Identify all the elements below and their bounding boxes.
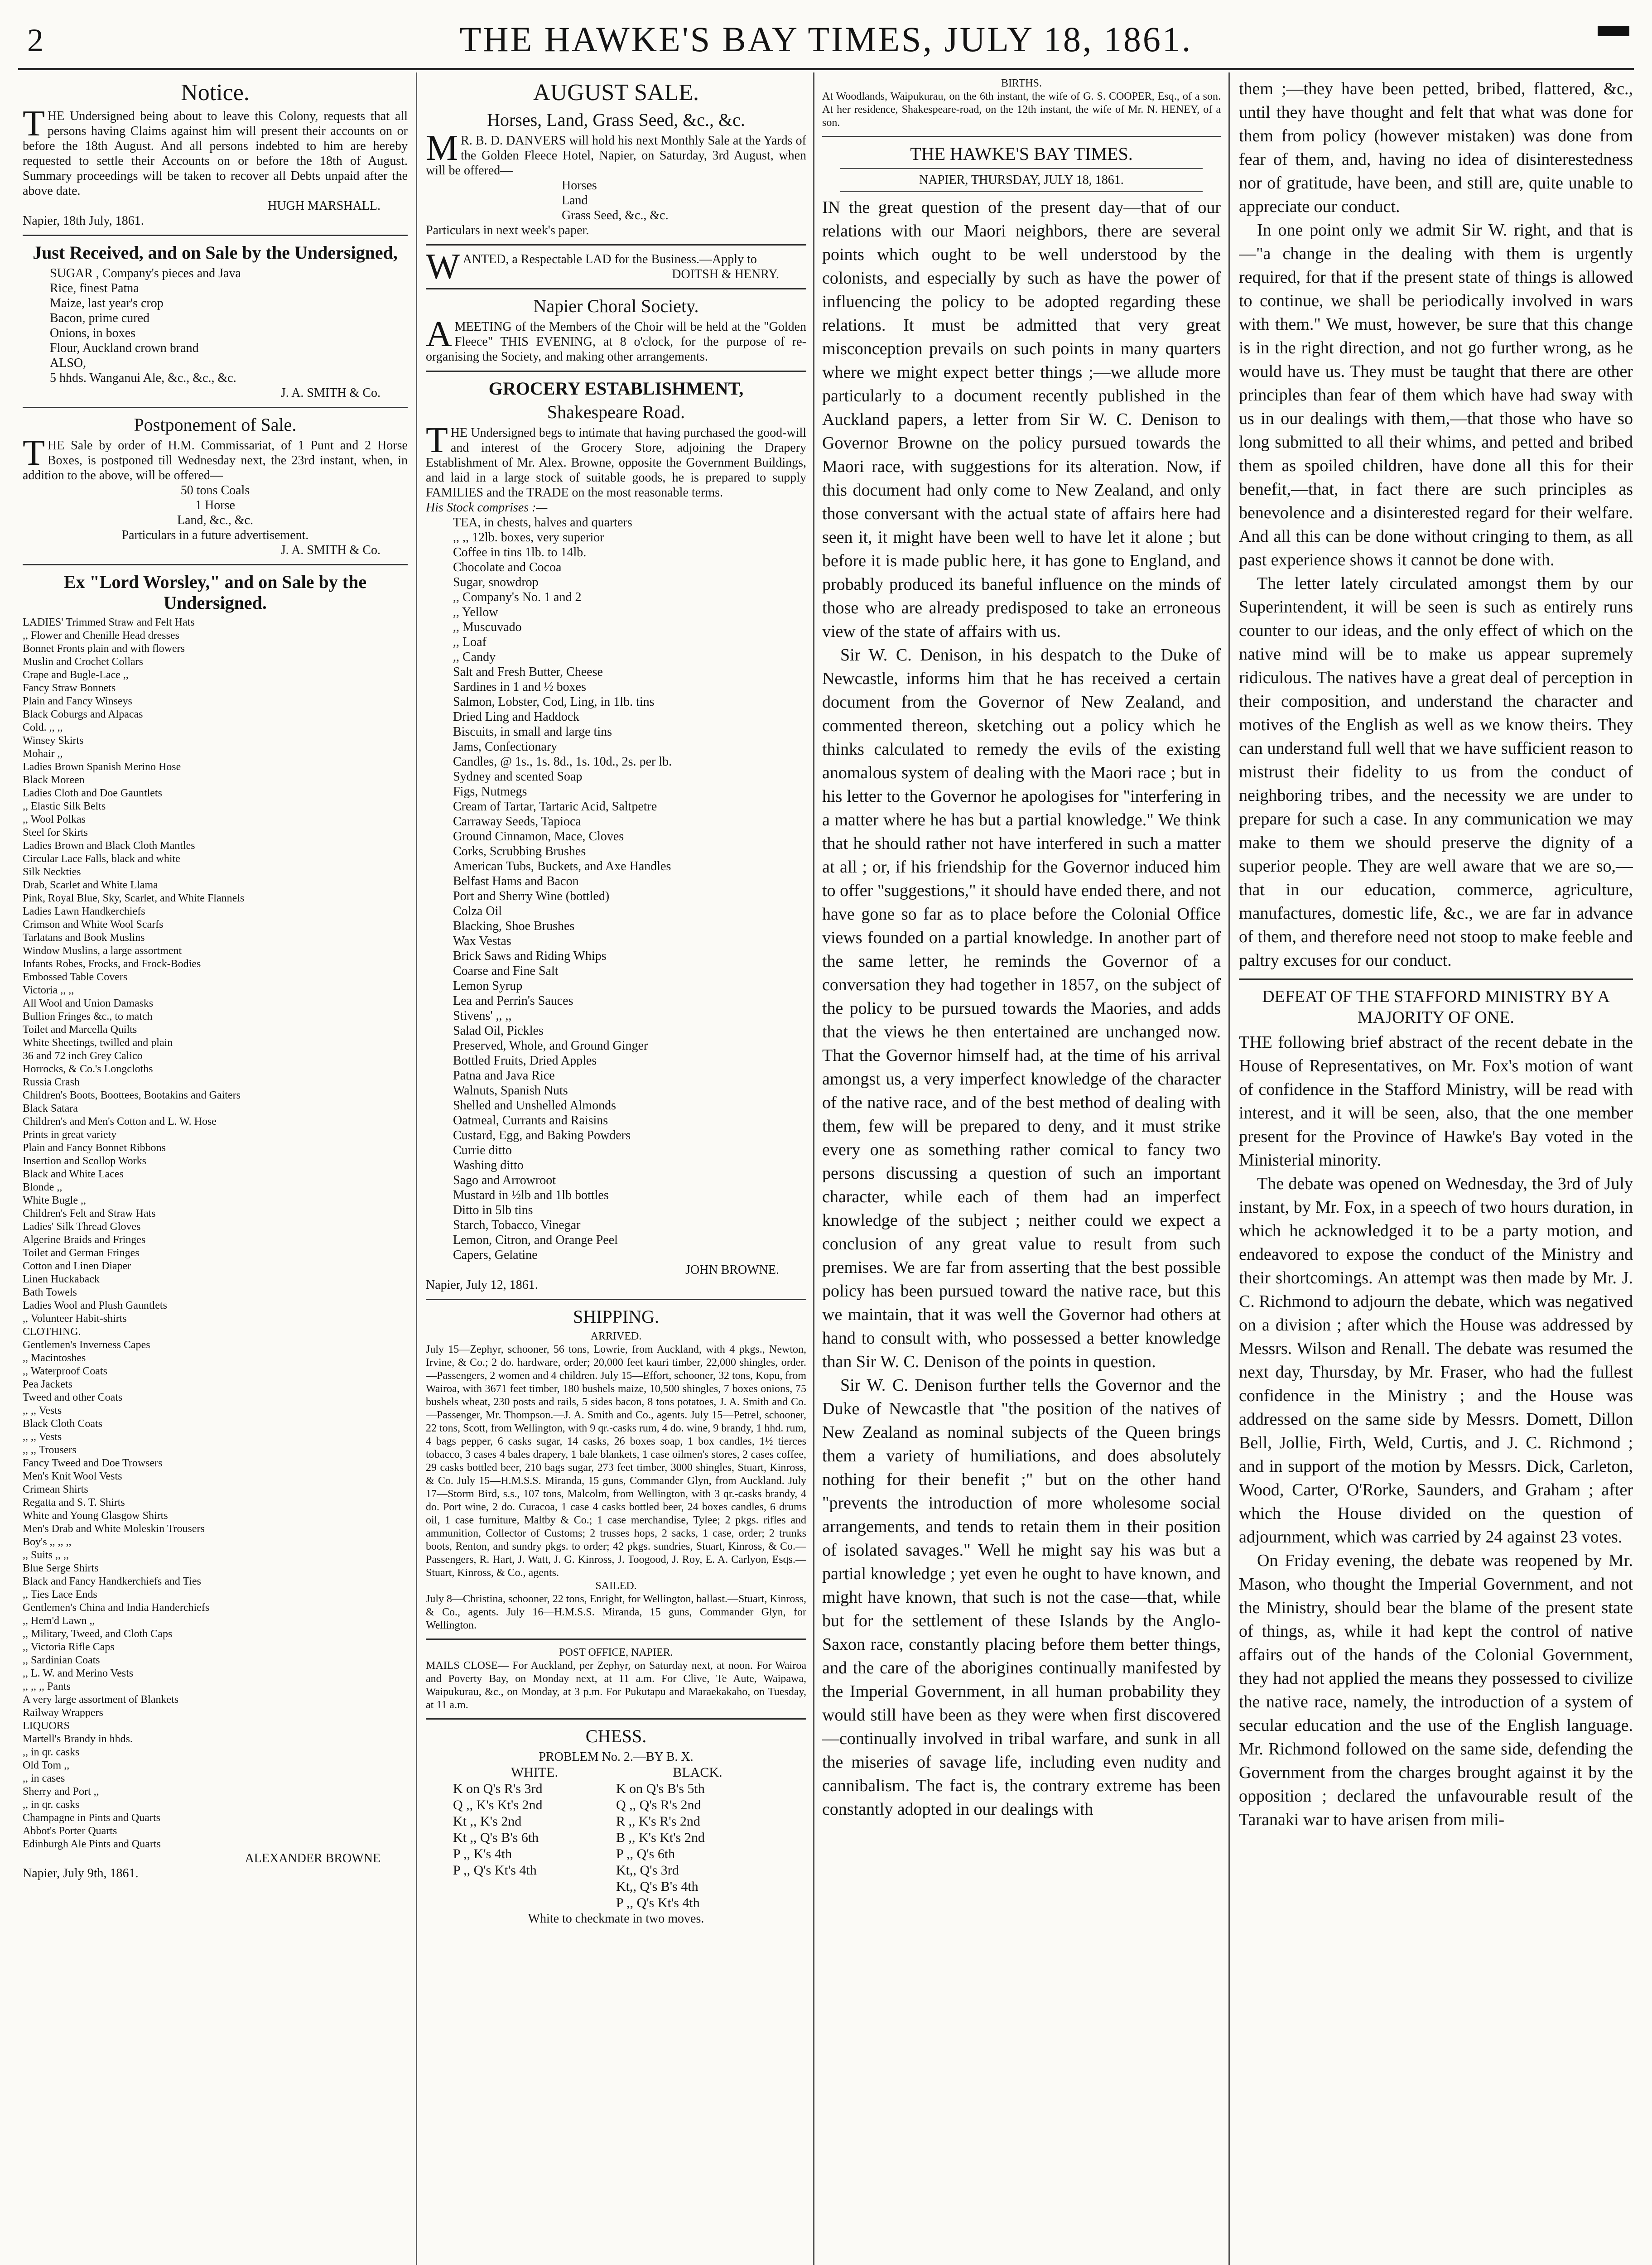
article-paragraph: In one point only we admit Sir W. right, and that is—"a change in the dealing with them is urgently required, for that if the present state of things is allowed to continue, we shall be periodically involved in wars with them." We must, however, be sure that this change is in the right direction, and not go further wrong, as he would have us. They must be taught that there are other principles than fear of them which have had sway with us in our dealings with them,—that those who have so long submitted to all their whims, and petted and bribed them as spoiled children, have done all this for their benefit,—that, in fact there are such principles as benevolence and a disinterested regard for their welfare. And all this can be done without cringing to them, as all past experience shows it cannot be done with. — [1239, 221, 1633, 569]
august-sale-text: MR. B. D. DANVERS will hold his next Monthly Sale at the Yards of the Golden Fleece Hotel, Napier, on Saturday, 3rd August, when will be offered— — [426, 128, 806, 178]
list-item: Ladies Wool and Plush Gauntlets — [23, 1300, 167, 1311]
just-received-heading: Just Received, and on Sale by the Undersigned, — [33, 242, 398, 263]
list-item: Sydney and scented Soap — [453, 770, 583, 784]
list-item: Circular Lace Falls, black and white — [23, 853, 180, 865]
divider — [822, 136, 1221, 137]
list-item: A very large assortment of Blankets — [23, 1694, 179, 1706]
list-item: Drab, Scarlet and White Llama — [23, 879, 158, 891]
list-item: Biscuits, in small and large tins — [453, 725, 612, 739]
list-item: Salmon, Lobster, Cod, Ling, in 1lb. tins — [453, 695, 655, 709]
list-item: Ladies Lawn Handkerchiefs — [23, 906, 145, 917]
list-item: SUGAR , Company's pieces and Java — [50, 266, 241, 280]
list-item: Russia Crash — [23, 1076, 80, 1088]
list-item: Sugar, snowdrop — [453, 575, 539, 589]
article-paragraph: them ;—they have been petted, bribed, flattered, &c., until they have thought and felt that what was done for them from policy (however mistaken) was done from fear of them, and, having no idea of disinterestedness nor of gratitude, have been, and still are, quite unable to appreciate our conduct. — [1239, 79, 1633, 216]
list-item: Gentlemen's Inverness Capes — [23, 1339, 150, 1351]
list-item: Black and Fancy Handkerchiefs and Ties — [23, 1576, 201, 1587]
list-item: Old Tom ,, — [23, 1759, 70, 1771]
chess-board-list — [426, 1764, 806, 1911]
postponement-text: THE Sale by order of H.M. Commissariat, of 1 Punt and 2 Horse Boxes, is postponed till Wednesday next, the 23rd instant, when, in addition to the above, will be offered— — [23, 433, 408, 482]
list-item: Men's Drab and White Moleskin Trousers — [23, 1523, 205, 1535]
list-item: Champagne in Pints and Quarts — [23, 1812, 160, 1824]
august-sale-list — [426, 178, 806, 223]
list-item: Belfast Hams and Bacon — [453, 874, 579, 888]
list-item: Fancy Tweed and Doe Trowsers — [23, 1457, 163, 1469]
article-paragraph: Sir W. C. Denison further tells the Governor and the Duke of Newcastle that "the position of the natives of New Zealand as nominal subjects of the Queen brings them a variety of humiliations, and does absolutely nothing for their benefit ;" but on the other hand "prevents the introduction of more wholesome social arrangements, and tends to retain them in their position of isolated savages." Well he might say his was but a partial knowledge ; yet even he ought to have known, and might have known, that such is not the case—that, while but for the settlement of these Islands by the Anglo-Saxon race, constantly placing before them better things, and the care of the aborigines continually manifested by the Imperial Government, in all human probability they would still have been as they were when first discovered—continually involved in tribal warfare, and sunk in all the miseries of savage life, including even nudity and cannibalism. The fact is, the contrary extreme has been constantly adopted in our dealings with — [822, 1376, 1221, 1819]
list-item: Steel for Skirts — [23, 827, 88, 839]
article-paragraph: Sir W. C. Denison, in his despatch to the Duke of Newcastle, informs him that he has received a certain document from the Governor of New Zealand, and commented thereon, sketching out a policy which he thinks calculated to remedy the evils of the existing anomalous system of dealing with the Maori race ; but in his letter to the Governor he apologises for "interfering in a matter where he has but a partial knowledge." We think that he should rather not have interfered in such a matter at all ; or, if his friendship for the Governor induced him to offer "suggestions," it should have ended there, and not have gone so far as to place before the Colonial Office views founded on a partial knowledge. In another part of the same letter, he reminds the Governor of a conversation they had together in 1857, on the subject of the policy to be pursued towards the Maories, and adds that the views he then entertained are unchanged now. That the Governor himself had, at the time of his arrival amongst us, a very imperfect knowledge of the character of the native race, and of the best method of dealing with them, few will be prepared to deny, and it must strike every one as something rather comical to fancy two persons discussing a question of such an important character, while each of them had an imperfect knowledge of the subject ; neither could we expect a conclusion of any great value to result from such premises. We are far from asserting that the best possible policy has been pursued toward the native race, but this we maintain, that it was well the Governor had others at hand to consult with, who possessed a better knowledge than Sir W. C. Denison of the points in question. — [822, 646, 1221, 1371]
defeat-article — [1239, 1031, 1633, 1831]
list-item: Bath Towels — [23, 1287, 77, 1298]
list-item: ,, Company's No. 1 and 2 — [453, 590, 582, 604]
list-item: Black Cloth Coats — [23, 1418, 102, 1430]
grocery-signature: JOHN BROWNE. — [685, 1263, 779, 1277]
list-item: Crimean Shirts — [23, 1484, 88, 1495]
list-item: Prints in great variety — [23, 1129, 117, 1141]
list-item: 50 tons Coals — [180, 483, 250, 497]
list-item: ,, Victoria Rifle Caps — [23, 1641, 115, 1653]
list-item: K on Q's R's 3rd — [453, 1781, 543, 1796]
list-item: Chocolate and Cocoa — [453, 560, 562, 574]
list-item: Land, &c., &c. — [177, 513, 253, 527]
editorial-body — [822, 196, 1221, 1821]
list-item: ,, in qr. casks — [23, 1746, 80, 1758]
list-item: Embossed Table Covers — [23, 971, 128, 983]
post-office-text: MAILS CLOSE— For Auckland, per Zephyr, on Saturday next, at noon. For Wairoa and Poverty Bay, on Monday next, at 11 a.m. For Clive, Te Aute, Waipawa, Waipukurau, &c., on Monday, at 3 p.m. For Pukutapu and Maraekakaho, on Tuesday, at 11 a.m. — [426, 1660, 806, 1711]
paper-title: THE HAWKE'S BAY TIMES. — [910, 144, 1133, 164]
list-item: Children's Felt and Straw Hats — [23, 1208, 156, 1219]
list-item: Kt,, Q's 3rd — [616, 1863, 679, 1878]
column-1 — [23, 77, 408, 1881]
list-item: ,, in qr. casks — [23, 1799, 80, 1811]
chess-white-pieces — [453, 1781, 616, 1879]
list-item: TEA, in chests, halves and quarters — [453, 516, 632, 530]
list-item: Black Satara — [23, 1103, 78, 1114]
divider — [23, 235, 408, 236]
chess-black-pieces — [616, 1781, 779, 1911]
list-item: LADIES' Trimmed Straw and Felt Hats — [23, 617, 195, 628]
list-item: ,, Elastic Silk Belts — [23, 800, 106, 812]
chess-black-label: BLACK. — [673, 1765, 722, 1780]
list-item: Mohair ,, — [23, 748, 63, 760]
page-number: 2 — [27, 22, 43, 58]
divider — [426, 244, 806, 246]
list-item: ,, Flower and Chenille Head dresses — [23, 630, 179, 641]
list-item: ,, Sardinian Coats — [23, 1654, 100, 1666]
list-item: Silk Neckties — [23, 866, 81, 878]
grocery-subheading: Shakespeare Road. — [547, 402, 685, 422]
list-item: ,, in cases — [23, 1773, 65, 1784]
divider — [840, 168, 1203, 169]
divider — [426, 1718, 806, 1720]
postponement-note: Particulars in a future advertisement. — [121, 528, 309, 542]
list-item: Coarse and Fine Salt — [453, 964, 559, 978]
list-item: Colza Oil — [453, 904, 502, 918]
list-item: Sherry and Port ,, — [23, 1786, 99, 1798]
list-item: Linen Huckaback — [23, 1273, 100, 1285]
just-received-signature: J. A. SMITH & Co. — [280, 386, 380, 400]
list-item: Ladies Brown Spanish Merino Hose — [23, 761, 181, 773]
list-item: Boy's ,, ,, ,, — [23, 1536, 72, 1548]
lord-worsley-list — [23, 616, 408, 1851]
list-item: Tarlatans and Book Muslins — [23, 932, 145, 944]
column-rule — [416, 72, 417, 2265]
list-item: Algerine Braids and Fringes — [23, 1234, 146, 1246]
list-item: Edinburgh Ale Pints and Quarts — [23, 1838, 161, 1850]
list-item: Gentlemen's China and India Handerchiefs — [23, 1602, 210, 1614]
births-heading: BIRTHS. — [1001, 77, 1042, 89]
list-item: Lemon Syrup — [453, 979, 523, 993]
list-item: ,, Ties Lace Ends — [23, 1589, 97, 1600]
divider — [840, 191, 1203, 192]
list-item: LIQUORS — [23, 1720, 70, 1732]
list-item: Salad Oil, Pickles — [453, 1024, 544, 1038]
article-paragraph: THE following brief abstract of the recent debate in the House of Representatives, on Mr. Fox's motion of want of confidence in the Stafford Ministry, will be read with interest, and it will be seen, also, that the one member present for the Province of Hawke's Bay voted in the Ministerial minority. — [1239, 1033, 1633, 1170]
list-item: Kt,, Q's B's 4th — [616, 1879, 698, 1894]
notice-signature: HUGH MARSHALL. — [268, 199, 380, 213]
divider — [426, 371, 806, 372]
divider — [426, 1299, 806, 1300]
postponement-signature: J. A. SMITH & Co. — [280, 543, 380, 557]
list-item: Blue Serge Shirts — [23, 1562, 99, 1574]
lord-worsley-heading: Ex "Lord Worsley," and on Sale by the Undersigned. — [63, 572, 367, 613]
list-item: Men's Knit Wool Vests — [23, 1470, 122, 1482]
list-item: Wax Vestas — [453, 934, 511, 948]
list-item: Lea and Perrin's Sauces — [453, 994, 573, 1008]
list-item: Abbot's Porter Quarts — [23, 1825, 117, 1837]
lord-worsley-signature: ALEXANDER BROWNE — [245, 1851, 380, 1865]
list-item: Shelled and Unshelled Almonds — [453, 1099, 616, 1113]
list-item: American Tubs, Buckets, and Axe Handles — [453, 859, 671, 873]
column-rule — [1228, 72, 1230, 2265]
list-item: White and Young Glasgow Shirts — [23, 1510, 168, 1522]
list-item: Toilet and German Fringes — [23, 1247, 140, 1259]
list-item: ,, ,, 12lb. boxes, very superior — [453, 530, 604, 545]
list-item: Patna and Java Rice — [453, 1069, 555, 1083]
list-item: Insertion and Scollop Works — [23, 1155, 146, 1167]
list-item: ,, ,, Vests — [23, 1405, 62, 1417]
list-item: Children's Boots, Boottees, Bootakins and Gaiters — [23, 1089, 241, 1101]
column-4 — [1239, 77, 1633, 1831]
list-item: Blacking, Shoe Brushes — [453, 919, 575, 933]
list-item: K on Q's B's 5th — [616, 1781, 705, 1796]
newspaper-title: THE HAWKE'S BAY TIMES, JULY 18, 1861. — [459, 19, 1193, 59]
list-item: ,, Muscuvado — [453, 620, 522, 634]
list-item: Grass Seed, &c., &c. — [562, 208, 669, 222]
list-item: P ,, Q's Kt's 4th — [616, 1895, 700, 1910]
list-item: Brick Saws and Riding Whips — [453, 949, 607, 963]
masthead — [18, 14, 1634, 70]
shipping-heading: SHIPPING. — [573, 1306, 660, 1327]
list-item: Sago and Arrowroot — [453, 1173, 556, 1187]
list-item: Cold. ,, ,, — [23, 722, 63, 733]
chess-problem: PROBLEM No. 2.—BY B. X. — [539, 1750, 694, 1764]
list-item: Dried Ling and Haddock — [453, 710, 580, 724]
list-item: Rice, finest Patna — [50, 281, 139, 295]
list-item: Ladies Cloth and Doe Gauntlets — [23, 787, 162, 799]
list-item: Flour, Auckland crown brand — [50, 341, 199, 355]
chess-white-label: WHITE. — [511, 1765, 559, 1780]
dateline: NAPIER, THURSDAY, JULY 18, 1861. — [919, 173, 1124, 187]
list-item: ,, ,, ,, Pants — [23, 1681, 71, 1692]
list-item: Custard, Egg, and Baking Powders — [453, 1128, 631, 1142]
list-item: Mustard in ½lb and 1lb bottles — [453, 1188, 609, 1202]
list-item: Pink, Royal Blue, Sky, Scarlet, and White Flannels — [23, 892, 245, 904]
list-item: ,, Waterproof Coats — [23, 1365, 107, 1377]
list-item: Muslin and Crochet Collars — [23, 656, 143, 668]
post-office-heading: POST OFFICE, NAPIER. — [559, 1647, 673, 1658]
list-item: ,, ,, Trousers — [23, 1444, 77, 1456]
column-rule — [813, 72, 814, 2265]
list-item: R ,, K's R's 2nd — [616, 1814, 700, 1829]
list-item: Jams, Confectionary — [453, 740, 558, 754]
list-item: P ,, K's 4th — [453, 1846, 512, 1861]
list-item: Ditto in 5lb tins — [453, 1203, 533, 1217]
august-sale-heading: AUGUST SALE. — [533, 80, 699, 106]
list-item: ,, Suits ,, ,, — [23, 1549, 69, 1561]
list-item: ,, Loaf — [453, 635, 486, 649]
list-item: Crimson and White Wool Scarfs — [23, 919, 164, 930]
list-item: Preserved, Whole, and Ground Ginger — [453, 1039, 648, 1053]
chess-heading: CHESS. — [585, 1726, 647, 1746]
births-text: At Woodlands, Waipukurau, on the 6th instant, the wife of G. S. COOPER, Esq., of a son. At her residence, Shakespeare-road, on the 12th instant, the wife of Mr. N. HENEY, of a son. — [822, 91, 1221, 129]
choral-text: AMEETING of the Members of the Choir will be held at the "Golden Fleece" THIS EVENING, at 8 o'clock, for the purpose of re-organising the Society, and making other arrangements. — [426, 314, 806, 364]
notice-text: THE Undersigned being about to leave this Colony, requests that all persons having Claims against him will present their accounts on or before the 18th August. And all persons indebted to him are hereby requested to settle their Accounts on or before the 18th of August. Summary proceedings will be taken to recover all Debts unpaid after the above date. — [23, 104, 408, 198]
list-item: Victoria ,, ,, — [23, 984, 74, 996]
list-item: Railway Wrappers — [23, 1707, 103, 1719]
list-item: Horrocks, & Co.'s Longcloths — [23, 1063, 153, 1075]
list-item: P ,, Q's Kt's 4th — [453, 1863, 537, 1878]
list-item: White Bugle ,, — [23, 1195, 86, 1206]
list-item: Capers, Gelatine — [453, 1248, 538, 1262]
list-item: Bullion Fringes &c., to match — [23, 1011, 153, 1022]
list-item: White Sheetings, twilled and plain — [23, 1037, 173, 1049]
list-item: Ladies Brown and Black Cloth Mantles — [23, 840, 195, 852]
article-paragraph: On Friday evening, the debate was reopened by Mr. Mason, who thought the Imperial Government, and not the Ministry, should bear the blame of the present state of things, as, while it had kept the control of native affairs out of the hands of the Colonial Government, they had not applied the means they possessed to civilize the native race, namely, the introduction of a system of secular education and the use of the English language. Mr. Richmond followed on the same side, defending the Government from the charges brought against it by the opposition ; declared the unfavourable result of the Taranaki war to have arisen from mili- — [1239, 1551, 1633, 1829]
list-item: Salt and Fresh Butter, Cheese — [453, 665, 603, 679]
arrived-text: July 15—Zephyr, schooner, 56 tons, Lowrie, from Auckland, with 4 pkgs., Newton, Irvine, & Co.; 2 do. hardware, order; 20,000 feet kauri timber, 22,000 shingles, order.—Passengers, 2 women and 4 children. July 15—Effort, schooner, 32 tons, Kopu, from Wairoa, with 3671 feet timber, 180 bushels maize, 10,500 shingles, 7 boxes onions, 75 bushels wheat, 230 posts and rails, 5 sides bacon, 8 tons potatoes, J. A. Smith and Co.—Passenger, Mr. Thompson.—J. A. Smith and Co., agents. July 15—Petrel, schooner, 22 tons, Scott, from Wellington, with 9 qr.-casks rum, 4 do. wine, 9 brandy, 1 hhd. rum, 4 bags pepper, 6 casks sugar, 14 casks, 26 boxes soap, 1 box candles, 1½ tierces tobacco, 3 cases 4 bales drapery, 1 bale blankets, 1 case oilmen's stores, 2 cases coffee, 29 casks bottled beer, 210 bags sugar, 273 feet timber, 3000 shingles, Stuart, Kinross, & Co. July 15—H.M.S.S. Miranda, 15 guns, Commander Glyn, from Auckland. July 17—Storm Bird, s.s., 107 tons, Malcolm, from Wellington, with 3 qr.-casks brandy, 4 do. Port wine, 2 do. Curacoa, 1 case 4 casks bottled beer, 24 boxes candles, 6 drums oil, 1 case furniture, Maltby & Co.; 1 case merchandise, Tylee; 2 pkgs. rifles and ammunition, Collector of Customs; 2 trusses hops, 2 sacks, 1 case, order; 2 trunks boots, Renton, and sundry pkgs. to order; 42 pkgs. sundries, Stuart, Kinross, & Co.—Passengers, R. Hart, J. Watt, J. G. Kinross, J. Toogood, J. Roy, E. A. Carlyon, Esqs.—Stuart, Kinross, & Co., agents. — [426, 1344, 806, 1579]
list-item: Bacon, prime cured — [50, 311, 150, 325]
sailed-text: July 8—Christina, schooner, 22 tons, Enright, for Wellington, ballast.—Stuart, Kinross, & Co., agents. July 16—H.M.S.S. Miranda, 15 guns, Commander Glyn, for Wellington. — [426, 1593, 806, 1631]
list-item: ,, ,, Vests — [23, 1431, 62, 1443]
divider — [23, 407, 408, 408]
list-item: Children's and Men's Cotton and L. W. Hose — [23, 1116, 217, 1128]
august-sale-note: Particulars in next week's paper. — [426, 223, 589, 237]
list-item: Toilet and Marcella Quilts — [23, 1024, 137, 1036]
list-item: Winsey Skirts — [23, 735, 84, 747]
list-item: Sardines in 1 and ½ boxes — [453, 680, 586, 694]
list-item: Kt ,, K's 2nd — [453, 1814, 522, 1829]
list-item: Crape and Bugle-Lace ,, — [23, 669, 129, 681]
list-item: Bottled Fruits, Dried Apples — [453, 1054, 597, 1068]
list-item: 36 and 72 inch Grey Calico — [23, 1050, 143, 1062]
postponement-heading: Postponement of Sale. — [134, 414, 297, 435]
list-item: Black Coburgs and Alpacas — [23, 708, 143, 720]
grocery-heading: GROCERY ESTABLISHMENT, — [488, 378, 744, 399]
grocery-text: THE Undersigned begs to intimate that having purchased the good-will and interest of the Grocery Store, adjoining the Drapery Establishment of Mr. Alex. Browne, opposite the Government Buildings, and laid in a large stock of suitable goods, he is prepared to supply FAMILIES and the TRADE on the most reasonable terms. — [426, 420, 806, 500]
list-item: Q ,, Q's R's 2nd — [616, 1798, 701, 1812]
list-item: Fancy Straw Bonnets — [23, 682, 116, 694]
list-item: Martell's Brandy in hhds. — [23, 1733, 133, 1745]
postponement-list — [23, 483, 408, 528]
list-item: Port and Sherry Wine (bottled) — [453, 889, 610, 903]
list-item: Plain and Fancy Winseys — [23, 695, 132, 707]
list-item: ALSO, — [50, 356, 87, 370]
list-item: Lemon, Citron, and Orange Peel — [453, 1233, 618, 1247]
list-item: Candles, @ 1s., 1s. 8d., 1s. 10d., 2s. per lb. — [453, 755, 672, 769]
list-item: Maize, last year's crop — [50, 296, 164, 310]
list-item: Carraway Seeds, Tapioca — [453, 814, 581, 829]
list-item: Pea Jackets — [23, 1378, 72, 1390]
august-sale-subheading: Horses, Land, Grass Seed, &c., &c. — [487, 110, 745, 130]
corner-mark — [1598, 26, 1629, 36]
list-item: Q ,, K's Kt's 2nd — [453, 1798, 543, 1812]
just-received-list — [23, 266, 408, 386]
list-item: Washing ditto — [453, 1158, 524, 1172]
list-item: ,, Wool Polkas — [23, 814, 86, 825]
arrived-label: ARRIVED. — [590, 1330, 642, 1342]
article-paragraph: IN the great question of the present day—that of our relations with our Maori neighbors, there are several points which ought to be well understood by the colonists, and especially by such as have the power of influencing the policy to be adopted regarding these relations. It must be admitted that very great misconception prevails on such points in many quarters where we might expect better things ;—we allude more particularly to a document recently published in the Auckland papers, a letter from Sir W. C. Denison to Governor Browne on the policy pursued towards the Maori race, with suggestions for its alteration. Now, if this document had only come to New Zealand, and only those conversant with the actual state of affairs here had seen it, it might have been well to have let it alone ; but before it is made public here, it has gone to England, and probably produced its baneful influence on the minds of those who are already predisposed to take an erroneous view of the state of affairs with us. — [822, 198, 1221, 641]
list-item: 1 Horse — [195, 498, 235, 512]
column-2 — [426, 77, 806, 1926]
stock-label: His Stock comprises :— — [426, 501, 548, 515]
list-item: Window Muslins, a large assortment — [23, 945, 182, 957]
list-item: ,, Yellow — [453, 605, 498, 619]
list-item: Starch, Tobacco, Vinegar — [453, 1218, 581, 1232]
column-3 — [822, 77, 1221, 1821]
choral-heading: Napier Choral Society. — [533, 296, 699, 316]
list-item: B ,, K's Kt's 2nd — [616, 1830, 705, 1845]
defeat-heading: DEFEAT OF THE STAFFORD MINISTRY BY A MAJORITY OF ONE. — [1262, 987, 1610, 1027]
lord-worsley-date: Napier, July 9th, 1861. — [23, 1866, 139, 1880]
list-item: Currie ditto — [453, 1143, 512, 1157]
list-item: ,, Hem'd Lawn ,, — [23, 1615, 95, 1627]
list-item: Onions, in boxes — [50, 326, 135, 340]
list-item: Plain and Fancy Bonnet Ribbons — [23, 1142, 166, 1154]
list-item: Black Moreen — [23, 774, 85, 786]
list-item: ,, Macintoshes — [23, 1352, 86, 1364]
wanted-text: WANTED, a Respectable LAD for the Business.—Apply to — [426, 247, 757, 287]
notice-date: Napier, 18th July, 1861. — [23, 214, 144, 228]
list-item: Ladies' Silk Thread Gloves — [23, 1221, 141, 1233]
list-item: Land — [562, 193, 588, 207]
divider — [1239, 978, 1633, 980]
list-item: All Wool and Union Damasks — [23, 998, 154, 1009]
list-item: Cotton and Linen Diaper — [23, 1260, 131, 1272]
wanted-signature: DOITSH & HENRY. — [672, 267, 779, 281]
chess-footer: White to checkmate in two moves. — [528, 1912, 704, 1926]
list-item: Infants Robes, Frocks, and Frock-Bodies — [23, 958, 201, 970]
list-item: Kt ,, Q's B's 6th — [453, 1830, 539, 1845]
list-item: Cream of Tartar, Tartaric Acid, Saltpetre — [453, 800, 657, 814]
list-item: ,, Military, Tweed, and Cloth Caps — [23, 1628, 173, 1640]
list-item: Figs, Nutmegs — [453, 785, 527, 799]
stock-list — [426, 515, 806, 1263]
list-item: Walnuts, Spanish Nuts — [453, 1084, 568, 1098]
list-item: Ground Cinnamon, Mace, Cloves — [453, 829, 624, 843]
notice-heading: Notice. — [181, 80, 250, 106]
list-item: Blonde ,, — [23, 1181, 63, 1193]
editorial-continued — [1239, 77, 1633, 972]
article-paragraph: The debate was opened on Wednesday, the 3rd of July instant, by Mr. Fox, in a speech of two hours duration, in which he acknowledged it to be a party motion, and endeavored to expose the conduct of the Ministry and their shortcomings. An attempt was then made by Mr. J. C. Richmond to adjourn the debate, which was negatived on a division ; after which the House was addressed by Messrs. Wilson and Renall. The debate was resumed the next day, Thursday, by Mr. Fraser, who had the fullest confidence in the Ministry ; and the House was addressed on the same side by Messrs. Domett, Dillon Bell, Jollie, Firth, Weld, Curtis, and J. C. Richmond ; and in support of the motion by Messrs. Dick, Carleton, Wood, Carter, O'Rorke, Saunders, and Graham ; after which the House divided on the question of adjournment, which was carried by 24 against 23 votes. — [1239, 1174, 1633, 1547]
list-item: Corks, Scrubbing Brushes — [453, 844, 586, 858]
list-item: Stivens' ,, ,, — [453, 1009, 512, 1023]
divider — [426, 1639, 806, 1640]
list-item: ,, Candy — [453, 650, 496, 664]
sailed-label: SAILED. — [595, 1580, 637, 1592]
list-item: Oatmeal, Currants and Raisins — [453, 1113, 608, 1128]
list-item: P ,, Q's 6th — [616, 1846, 675, 1861]
divider — [426, 288, 806, 289]
list-item: CLOTHING. — [23, 1326, 81, 1338]
divider — [23, 564, 408, 565]
grocery-date: Napier, July 12, 1861. — [426, 1278, 538, 1292]
article-paragraph: The letter lately circulated amongst them by our Superintendent, it will be seen is such as entirely runs counter to our ideas, and the only effect of which on the native mind will be to make us appear supremely ridiculous. The natives have a great deal of perception in their composition, and understand the character and motives of the English as well as we know theirs. They can understand full well that we have sufficient reason to mistrust their fidelity to us from the conduct of neighboring tribes, and the necessity we are under to prepare for such a case. In any communication we may make to them we should preserve the dignity of a superior people. They are well aware that we are so,—that in our education, commerce, agriculture, manufactures, domestic life, &c., we are far in advance of them, and therefore need not stoop to make feeble and paltry excuses for our conduct. — [1239, 574, 1633, 970]
list-item: Bonnet Fronts plain and with flowers — [23, 643, 185, 655]
list-item: Tweed and other Coats — [23, 1392, 123, 1403]
list-item: Horses — [562, 178, 597, 193]
list-item: 5 hhds. Wanganui Ale, &c., &c., &c. — [50, 371, 236, 385]
list-item: ,, Volunteer Habit-shirts — [23, 1313, 127, 1325]
list-item: ,, L. W. and Merino Vests — [23, 1667, 134, 1679]
list-item: Coffee in tins 1lb. to 14lb. — [453, 545, 587, 559]
list-item: Black and White Laces — [23, 1168, 124, 1180]
list-item: Regatta and S. T. Shirts — [23, 1497, 125, 1508]
